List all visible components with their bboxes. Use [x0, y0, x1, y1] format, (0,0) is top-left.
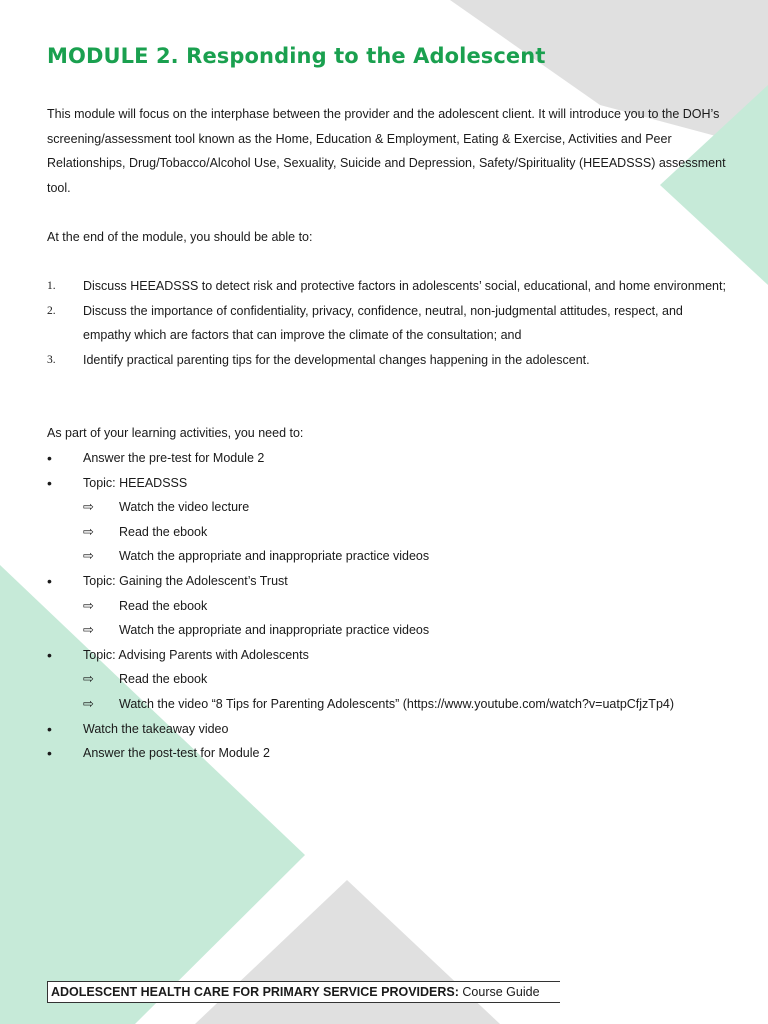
sub-activity-item: [47, 594, 747, 619]
sub-activity-text: Watch the video lecture: [119, 500, 250, 515]
arrow-right-icon: ⇨: [83, 695, 94, 711]
objectives-intro: At the end of the module, you should be able to:: [47, 230, 313, 244]
sub-activity-item: [47, 667, 747, 692]
sub-activity-item: [47, 692, 747, 717]
sub-activity-item: [47, 544, 747, 569]
bullet-icon: •: [47, 450, 52, 466]
arrow-right-icon: ⇨: [83, 622, 94, 638]
activities-intro: As part of your learning activities, you need to:: [47, 426, 304, 440]
arrow-right-icon: ⇨: [83, 548, 94, 564]
activity-item: [47, 569, 747, 594]
activity-item: [47, 717, 747, 742]
sub-activity-text: Watch the appropriate and inappropriate practice videos: [119, 549, 430, 564]
objective-item: [47, 274, 727, 299]
activities-list: [47, 446, 747, 766]
bullet-icon: •: [47, 474, 52, 491]
objective-number: 3.: [47, 353, 56, 366]
activity-text: Watch the takeaway video: [83, 721, 229, 736]
activity-item: [47, 741, 747, 766]
activity-item: [47, 446, 747, 471]
objectives-list: [47, 274, 727, 372]
activity-item: [47, 471, 747, 496]
footer-title: ADOLESCENT HEALTH CARE FOR PRIMARY SERVICE PROVIDERS:: [51, 985, 459, 999]
objective-text: Identify practical parenting tips for the developmental changes happening in the adolescent.: [83, 352, 590, 367]
activity-text: Topic: Advising Parents with Adolescents: [83, 647, 309, 662]
bullet-icon: •: [47, 572, 52, 589]
sub-activity-text: Watch the video “8 Tips for Parenting Adolescents” (https://www.youtube.com/watch?v=uatpCfjzTp4): [119, 696, 675, 711]
sub-activity-text: Read the ebook: [119, 524, 208, 539]
sub-activity-text: Read the ebook: [119, 598, 208, 613]
activity-text: Answer the pre-test for Module 2: [83, 451, 265, 465]
page-footer: [47, 981, 560, 1003]
sub-activity-text: Read the ebook: [119, 672, 208, 687]
arrow-right-icon: ⇨: [83, 597, 94, 613]
sub-activity-item: [47, 520, 747, 545]
footer-subtitle: Course Guide: [458, 985, 540, 999]
arrow-right-icon: ⇨: [83, 671, 94, 687]
objective-number: 1.: [47, 280, 56, 292]
activity-text: Topic: Gaining the Adolescent’s Trust: [83, 573, 288, 588]
bullet-icon: •: [47, 646, 52, 663]
arrow-right-icon: ⇨: [83, 499, 94, 515]
objective-text: Discuss the importance of confidentiality, privacy, confidence, neutral, non-judgmental attitudes, respect, and empathy which are factors that can improve the climate of the consultation; and: [83, 303, 683, 343]
bullet-icon: •: [47, 720, 52, 737]
bullet-icon: •: [47, 745, 52, 762]
objective-text: Discuss HEEADSSS to detect risk and protective factors in adolescents’ social, educational, and home environment;: [83, 279, 726, 293]
activity-text: Topic: HEEADSSS: [83, 475, 188, 490]
activity-text: Answer the post-test for Module 2: [83, 746, 270, 761]
objective-item: [47, 299, 727, 348]
sub-activity-item: [47, 495, 747, 520]
arrow-right-icon: ⇨: [83, 523, 94, 539]
intro-paragraph: This module will focus on the interphase between the provider and the adolescent client. It will introduce you to the DOH’s screening/assessment tool known as the Home, Education & Employment, Eating & Exercise, Activities and Peer Relationships, Drug/Tobacco/Alcohol Use, Sexuality, Suicide and Depression, Safety/Spirituality (HEEADSSS) assessment tool.: [47, 107, 726, 195]
objective-item: [47, 348, 727, 373]
sub-activity-text: Watch the appropriate and inappropriate practice videos: [119, 623, 430, 638]
sub-activity-item: [47, 618, 747, 643]
module-title: MODULE 2. Responding to the Adolescent: [47, 44, 546, 68]
objective-number: 2.: [47, 304, 56, 317]
activity-item: [47, 643, 747, 668]
